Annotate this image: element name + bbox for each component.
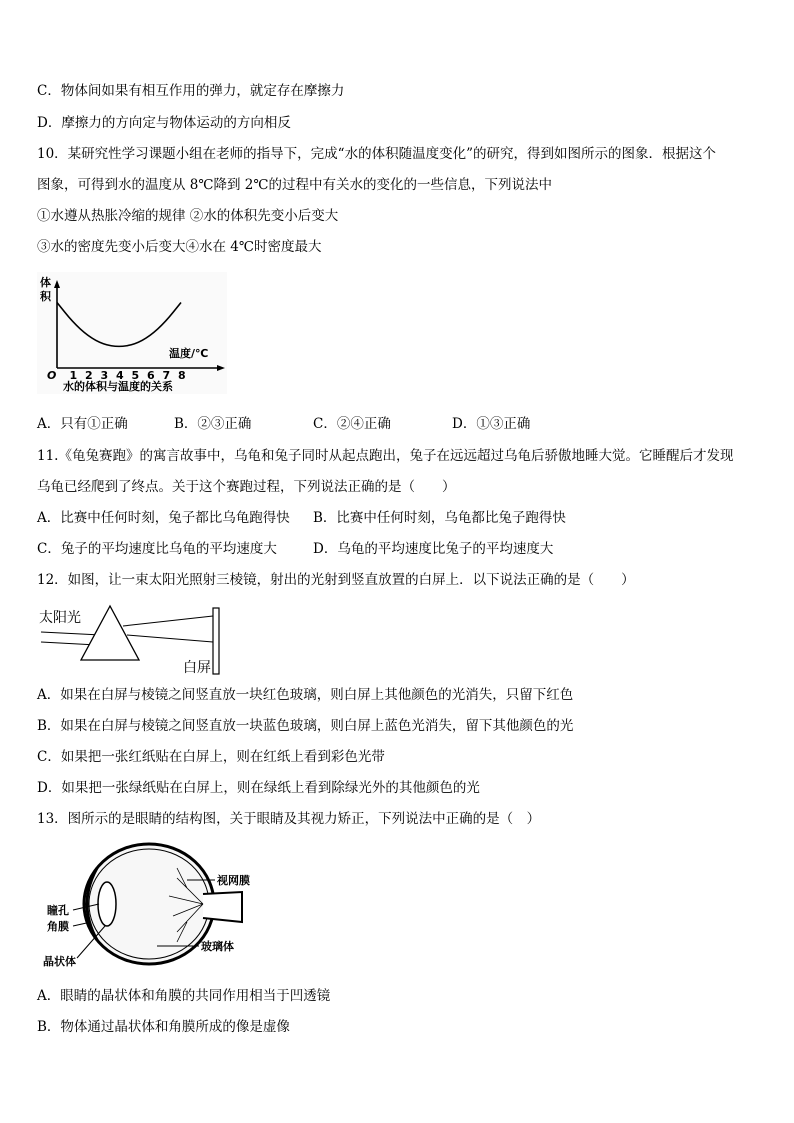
x-tick-label: 2 bbox=[85, 369, 93, 382]
q10-option-b: B．②③正确 bbox=[174, 416, 252, 432]
q10-statement-line2: ③水的密度先变小后变大④水在 4℃时密度最大 bbox=[37, 239, 322, 255]
x-tick-label: 1 bbox=[69, 369, 78, 382]
q12-option-d: D．如果把一张绿纸贴在白屏上，则在绿纸上看到除绿光外的其他颜色的光 bbox=[37, 780, 480, 796]
q12-prism-figure bbox=[37, 602, 227, 678]
x-tick-label: 7 bbox=[162, 369, 171, 382]
triangular-prism bbox=[81, 606, 139, 660]
x-tick-label: 4 bbox=[116, 369, 124, 382]
pupil-label: 瞳孔 bbox=[47, 904, 69, 917]
q10-option-a: A．只有①正确 bbox=[37, 416, 128, 432]
q11-stem-line1: 11.《龟兔赛跑》的寓言故事中，乌龟和兔子同时从起点跑出，兔子在远远超过乌龟后骄傲地睡大觉。它睡醒后才发现 bbox=[37, 448, 734, 464]
q12-stem: 12．如图，让一束太阳光照射三棱镜，射出的光射到竖直放置的白屏上．以下说法正确的是（ ） bbox=[37, 572, 635, 588]
q10-option-d: D．①③正确 bbox=[452, 416, 531, 432]
outgoing-ray-bottom bbox=[127, 635, 213, 642]
q12-option-a: A．如果在白屏与棱镜之间竖直放一块红色玻璃，则白屏上其他颜色的光消失，只留下红色 bbox=[37, 687, 574, 703]
screen-label: 白屏 bbox=[183, 661, 211, 676]
prism-svg bbox=[37, 602, 227, 678]
q10-option-c: C．②④正确 bbox=[313, 416, 391, 432]
q13-option-a: A．眼睛的晶状体和角膜的共同作用相当于凹透镜 bbox=[37, 988, 331, 1004]
x-tick-label: 6 bbox=[147, 369, 155, 382]
crystalline-lens bbox=[98, 882, 116, 926]
x-tick-label: 3 bbox=[100, 369, 109, 382]
outgoing-ray-top bbox=[123, 616, 213, 626]
q11-option-c: C．兔子的平均速度比乌龟的平均速度大 bbox=[37, 541, 277, 557]
q10-statement-line1: ①水遵从热胀冷缩的规律 ②水的体积先变小后变大 bbox=[37, 208, 339, 224]
retina-label: 视网膜 bbox=[217, 874, 250, 887]
incident-light-ray-1 bbox=[41, 632, 101, 635]
q12-option-c: C．如果把一张红纸贴在白屏上，则在红纸上看到彩色光带 bbox=[37, 749, 385, 765]
q9-option-c: C．物体间如果有相互作用的弹力，就定存在摩擦力 bbox=[37, 83, 345, 99]
q10-options bbox=[37, 415, 530, 433]
origin-label: O bbox=[47, 369, 57, 382]
q9-option-d: D．摩擦力的方向定与物体运动的方向相反 bbox=[37, 115, 291, 131]
q11-option-a: A．比赛中任何时刻，兔子都比乌龟跑得快 bbox=[37, 510, 290, 526]
y-axis-label-1: 体 bbox=[40, 276, 51, 289]
q10-stem-line1: 10．某研究性学习课题小组在老师的指导下，完成“水的体积随温度变化”的研究，得到如图所示的图象．根据这个 bbox=[37, 146, 716, 162]
q11-option-d: D．乌龟的平均速度比兔子的平均速度大 bbox=[313, 541, 554, 557]
q12-option-b: B．如果在白屏与棱镜之间竖直放一块蓝色玻璃，则白屏上蓝色光消失，留下其他颜色的光 bbox=[37, 718, 574, 734]
q11-stem-line2: 乌龟已经爬到了终点。关于这个赛跑过程，下列说法正确的是（ ） bbox=[37, 479, 456, 495]
graph-caption: 水的体积与温度的关系 bbox=[63, 380, 173, 393]
q13-option-b: B．物体通过晶状体和角膜所成的像是虚像 bbox=[37, 1019, 290, 1035]
lens-label: 晶状体 bbox=[43, 955, 76, 968]
optic-nerve bbox=[203, 892, 242, 922]
x-tick-label: 8 bbox=[178, 369, 186, 382]
x-tick-label: 5 bbox=[131, 369, 140, 382]
sunlight-label: 太阳光 bbox=[39, 611, 81, 626]
y-axis-label-2: 积 bbox=[40, 290, 51, 303]
x-axis-label: 温度/℃ bbox=[169, 347, 209, 360]
q11-options-row2 bbox=[37, 540, 553, 558]
q10-stem-line2: 图象，可得到水的温度从 8℃降到 2℃的过程中有关水的变化的一些信息，下列说法中 bbox=[37, 177, 552, 193]
cornea-label: 角膜 bbox=[47, 920, 69, 933]
q13-eye-structure-figure bbox=[37, 838, 267, 972]
q10-volume-temperature-graph bbox=[37, 272, 227, 394]
vitreous-label: 玻璃体 bbox=[201, 940, 234, 953]
eye-svg bbox=[37, 838, 267, 972]
q11-options-row1 bbox=[37, 509, 566, 527]
q13-stem: 13．图所示的是眼睛的结构图，关于眼睛及其视力矫正，下列说法中正确的是（ ） bbox=[37, 811, 541, 827]
q11-option-b: B．比赛中任何时刻，乌龟都比兔子跑得快 bbox=[313, 510, 566, 526]
white-screen bbox=[213, 608, 219, 674]
